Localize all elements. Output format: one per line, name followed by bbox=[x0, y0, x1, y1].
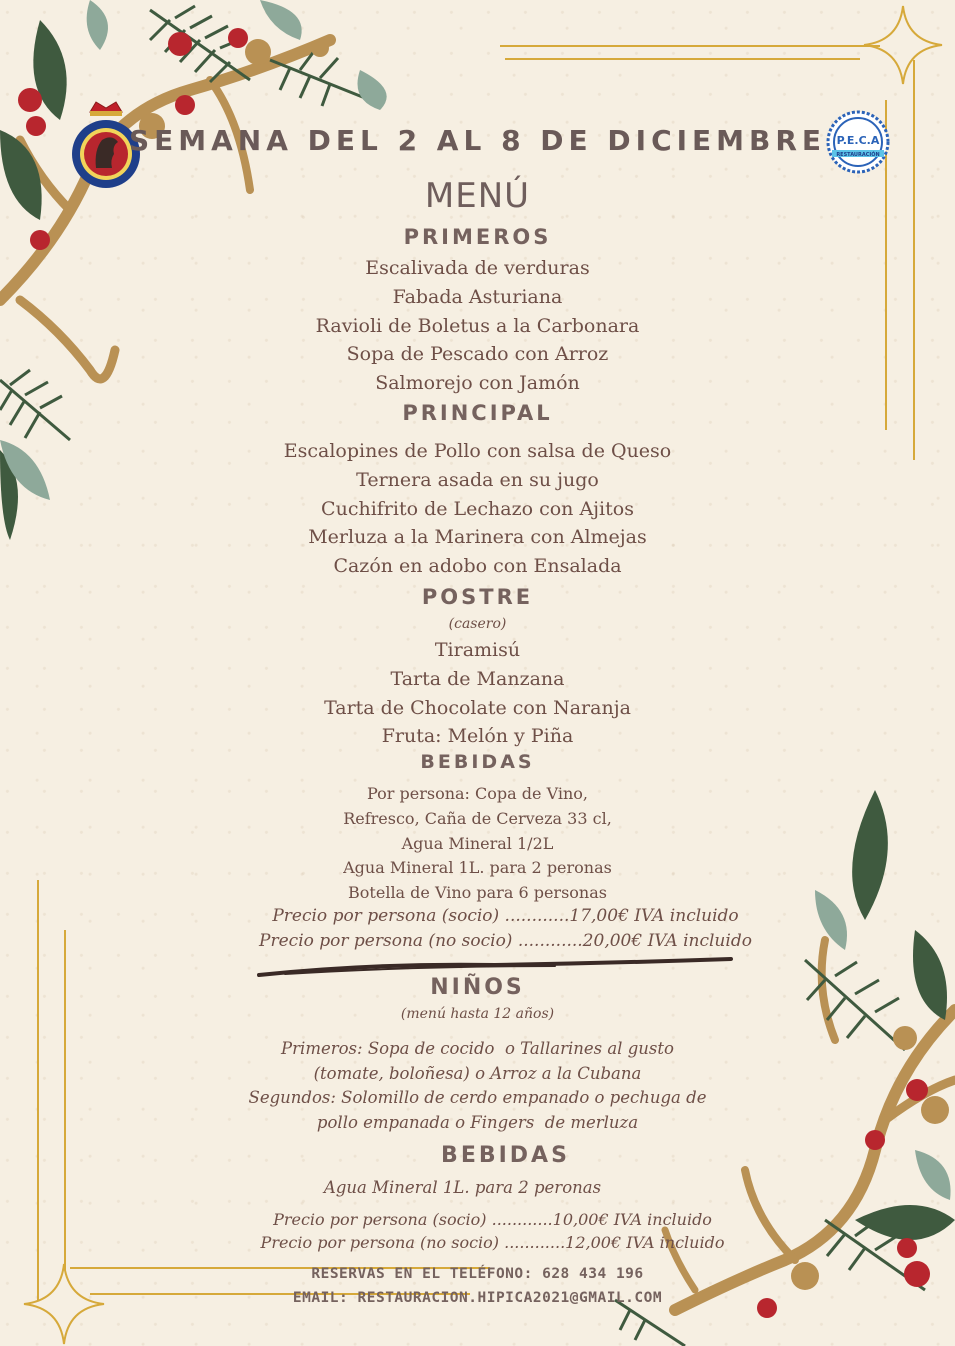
list-item: Sopa de Pescado con Arroz bbox=[346, 343, 609, 366]
principal-list bbox=[0, 437, 955, 581]
list-item: Agua Mineral 1L. para 2 peronas bbox=[343, 858, 612, 878]
price-no-socio: Precio por persona (no socio) ............20,00€ IVA incluido bbox=[259, 931, 752, 951]
peca-logo-label: P.E.C.A bbox=[836, 134, 880, 147]
list-item: Por persona: Copa de Vino, bbox=[367, 784, 588, 803]
list-item: Merluza a la Marinera con Almejas bbox=[308, 526, 647, 549]
list-item: Refresco, Caña de Cerveza 33 cl, bbox=[343, 808, 612, 828]
list-item: Agua Mineral 1/2L bbox=[401, 833, 554, 853]
ninos-price-no-socio: Precio por persona (no socio) ............12,00€ IVA incluido bbox=[260, 1233, 725, 1252]
menu-title: MENÚ bbox=[424, 176, 531, 216]
ninos-price-socio: Precio por persona (socio) ............10,00€ IVA incluido bbox=[273, 1210, 712, 1229]
ninos-bebidas-item: Agua Mineral 1L. para 2 peronas bbox=[323, 1178, 602, 1197]
list-item: Cuchifrito de Lechazo con Ajitos bbox=[321, 497, 634, 520]
section-title-postre: POSTRE bbox=[421, 585, 534, 609]
list-item: Ravioli de Boletus a la Carbonara bbox=[315, 314, 640, 337]
list-item: Tarta de Chocolate con Naranja bbox=[324, 696, 631, 719]
section-title-ninos: NIÑOS bbox=[430, 975, 525, 1000]
week-title: SEMANA DEL 2 AL 8 DE DICIEMBRE bbox=[128, 124, 827, 157]
peca-logo-sublabel: RESTAURACIÓN bbox=[836, 152, 880, 158]
list-item: Cazón en adobo con Ensalada bbox=[333, 555, 622, 578]
section-title-principal: PRINCIPAL bbox=[402, 401, 553, 425]
ninos-line: Segundos: Solomillo de cerdo empanado o pechuga de bbox=[248, 1088, 707, 1108]
gold-frame-top-right-h bbox=[500, 45, 880, 47]
ninos-note: (menú hasta 12 años) bbox=[400, 1006, 555, 1022]
gold-frame-top-right-h2 bbox=[505, 58, 860, 60]
contact-phone: RESERVAS EN EL TELÉFONO: 628 434 196 bbox=[311, 1266, 644, 1282]
section-title-bebidas: BEBIDAS bbox=[420, 751, 535, 773]
ninos-line: pollo empanada o Fingers de merluza bbox=[316, 1113, 639, 1133]
list-item: Ternera asada en su jugo bbox=[356, 468, 599, 491]
contact-email: EMAIL: RESTAURACION.HIPICA2021@GMAIL.COM bbox=[292, 1290, 663, 1306]
ninos-line: (tomate, boloñesa) o Arroz a la Cubana bbox=[313, 1063, 642, 1083]
list-item: Fabada Asturiana bbox=[392, 285, 563, 308]
bebidas-list bbox=[0, 782, 955, 906]
price-socio: Precio por persona (socio) ............17,00€ IVA incluido bbox=[272, 906, 739, 926]
list-item: Escalopines de Pollo con salsa de Queso bbox=[283, 440, 672, 462]
postre-note: (casero) bbox=[448, 616, 507, 632]
list-item: Salmorejo con Jamón bbox=[375, 372, 580, 395]
postre-list bbox=[0, 636, 955, 751]
list-item: Tarta de Manzana bbox=[390, 667, 565, 690]
section-title-primeros: PRIMEROS bbox=[403, 225, 552, 249]
list-item: Tiramisú bbox=[434, 639, 521, 661]
list-item: Fruta: Melón y Piña bbox=[381, 725, 574, 748]
ninos-menu-text bbox=[0, 1037, 955, 1136]
list-item: Botella de Vino para 6 personas bbox=[348, 883, 607, 903]
primeros-list bbox=[0, 254, 955, 398]
list-item: Escalivada de verduras bbox=[365, 257, 590, 279]
section-title-ninos-bebidas: BEBIDAS bbox=[441, 1143, 570, 1168]
ninos-line: Primeros: Sopa de cocido o Tallarines al gusto bbox=[281, 1039, 674, 1058]
gold-star-icon bbox=[862, 4, 944, 86]
